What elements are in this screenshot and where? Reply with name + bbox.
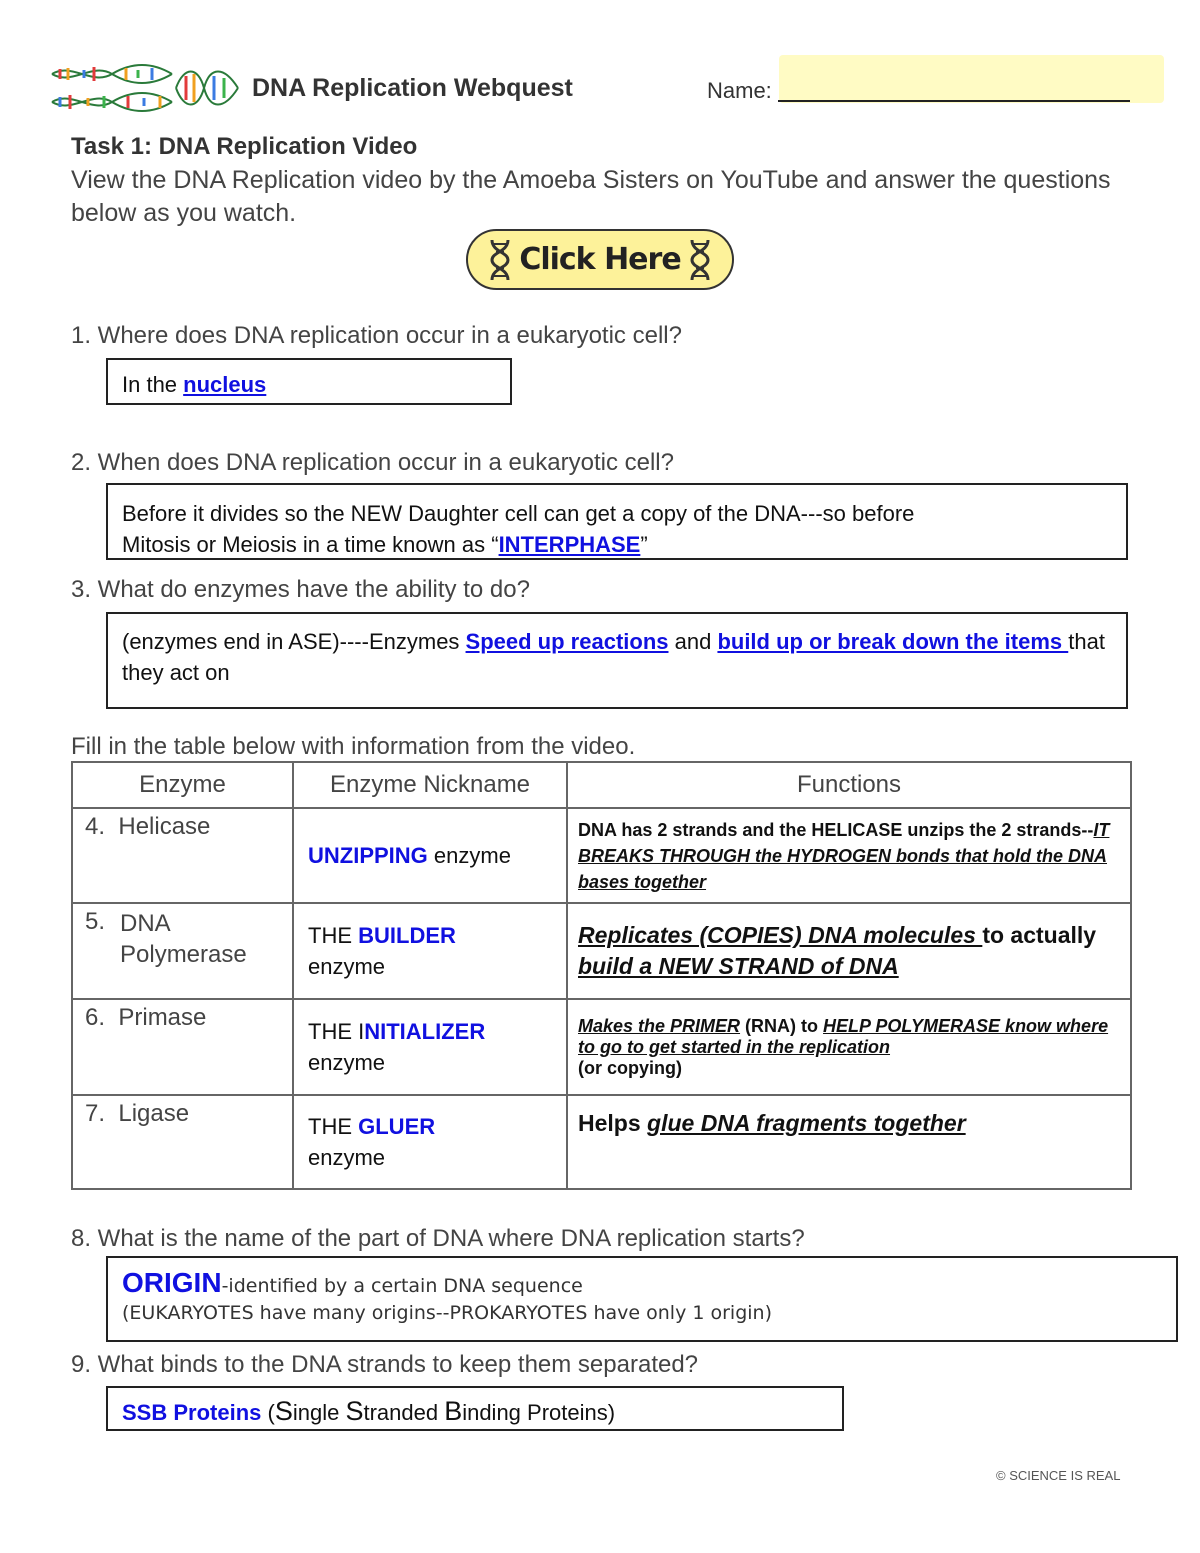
function-cell[interactable] [567,808,1131,903]
function-plain-2: (or copying) [578,1057,682,1078]
answer-8-key: ORIGIN [122,1267,222,1298]
answer-3-suffix: that they act on [122,629,1105,685]
function-cell[interactable] [567,999,1131,1095]
enzyme-table [71,761,1132,1190]
function-plain: to actually [982,922,1097,948]
enzyme-name: Helicase [118,813,211,840]
question-8: 8. What is the name of the part of DNA where DNA replication starts? [71,1225,805,1252]
nickname-key: NITIALIZER [364,1019,486,1044]
nickname-pre: THE [308,1114,359,1139]
nickname-key: BUILDER [358,923,456,948]
nickname-rest: enzyme [427,843,511,868]
answer-3-key2: build up or break down the items [717,629,1069,654]
header-functions: Functions [567,762,1131,808]
nickname-rest: enzyme [308,954,386,979]
nickname-pre: THE I [308,1019,365,1044]
name-label: Name: [707,78,772,103]
page-title: DNA Replication Webquest [252,74,573,102]
nickname-key: UNZIPPING [308,843,428,868]
answer-box-1[interactable] [106,358,512,405]
answer-3-mid: and [668,629,718,654]
answer-box-9[interactable] [106,1386,844,1431]
question-1: 1. Where does DNA replication occur in a eukaryotic cell? [71,322,682,349]
copyright: © SCIENCE IS REAL [996,1468,1121,1483]
enzyme-number: 7. [85,1100,106,1127]
table-row [72,808,1131,903]
enzyme-cell [72,1095,293,1189]
answer-box-3[interactable] [106,612,1128,709]
function-cell[interactable] [567,1095,1131,1189]
answer-2-key: INTERPHASE [498,532,641,557]
header-nickname: Enzyme Nickname [293,762,567,808]
nickname-rest: enzyme [308,1145,386,1170]
answer-box-8[interactable] [106,1256,1178,1342]
dna-strand-logo [48,60,246,120]
answer-2-suffix: ” [640,532,648,557]
function-plain: DNA has 2 strands and the HELICASE unzips the 2 strands-- [578,819,1094,840]
enzyme-name: Primase [118,1004,207,1031]
answer-8-line2: (EUKARYOTES have many origins--PROKARYOTES have only 1 origin) [122,1302,772,1324]
nickname-cell[interactable] [293,808,567,903]
answer-2-line2: Mitosis or Meiosis in a time known as “ [122,532,499,557]
function-cell[interactable] [567,903,1131,999]
table-row [72,1095,1131,1189]
table-row [72,999,1131,1095]
function-emphasis-1: Replicates (COPIES) DNA molecules [578,922,983,948]
answer-9-b1: B [444,1396,463,1426]
enzyme-cell [72,808,293,903]
answer-9-w3: inding Proteins) [462,1400,616,1425]
answer-8-rest: -identified by a certain DNA sequence [221,1275,583,1297]
name-highlight [779,55,1164,103]
nickname-cell[interactable] [293,903,567,999]
function-plain: Helps [578,1110,648,1136]
function-emphasis-1: Makes the PRIMER [578,1015,741,1036]
answer-9-s1: S [274,1396,293,1426]
enzyme-name: DNA Polymerase [120,910,247,968]
function-emphasis-2: build a NEW STRAND of DNA [578,953,899,979]
nickname-key: GLUER [358,1114,436,1139]
click-here-button[interactable] [466,229,734,290]
answer-3-prefix: (enzymes end in ASE)----Enzymes [122,629,466,654]
nickname-rest: enzyme [308,1050,386,1075]
answer-9-s2: S [345,1396,364,1426]
nickname-cell[interactable] [293,1095,567,1189]
function-emphasis: IT BREAKS THROUGH the HYDROGEN bonds that hold the DNA bases together [578,819,1110,892]
function-plain-1: (RNA) to [740,1015,824,1036]
task-title: Task 1: DNA Replication Video [71,133,418,160]
enzyme-number: 5. [85,908,106,935]
answer-3-key1: Speed up reactions [465,629,669,654]
nickname-cell[interactable] [293,999,567,1095]
task-description: View the DNA Replication video by the Amoeba Sisters on YouTube and answer the questions below as you watch. [71,166,1111,227]
nickname-pre: THE [308,923,359,948]
table-intro: Fill in the table below with information from the video. [71,733,636,760]
answer-9-key: SSB Proteins [122,1400,262,1425]
question-2: 2. When does DNA replication occur in a eukaryotic cell? [71,449,674,476]
table-header-row [72,762,1131,808]
answer-9-open: ( [261,1400,275,1425]
function-emphasis: glue DNA fragments together [647,1110,966,1136]
answer-9-w1: ingle [292,1400,346,1425]
answer-9-w2: tranded [363,1400,445,1425]
enzyme-number: 6. [85,1004,106,1031]
answer-1-prefix: In the [122,372,184,397]
name-input-line[interactable] [778,100,1130,102]
table-row [72,903,1131,999]
function-emphasis-2: HELP POLYMERASE know where to go to get started in the replication [578,1015,1109,1057]
question-3: 3. What do enzymes have the ability to do? [71,576,530,603]
answer-box-2[interactable] [106,483,1128,560]
header-enzyme: Enzyme [72,762,293,808]
click-here-label: Click Here [519,242,681,277]
enzyme-name: Ligase [118,1100,190,1127]
enzyme-cell [72,999,293,1095]
dna-icon [485,237,515,283]
answer-2-line1: Before it divides so the NEW Daughter cell can get a copy of the DNA---so before [122,501,915,526]
enzyme-cell [72,903,293,999]
question-9: 9. What binds to the DNA strands to keep them separated? [71,1351,699,1378]
answer-1-key: nucleus [183,372,267,397]
dna-icon [685,237,715,283]
enzyme-number: 4. [85,813,106,840]
